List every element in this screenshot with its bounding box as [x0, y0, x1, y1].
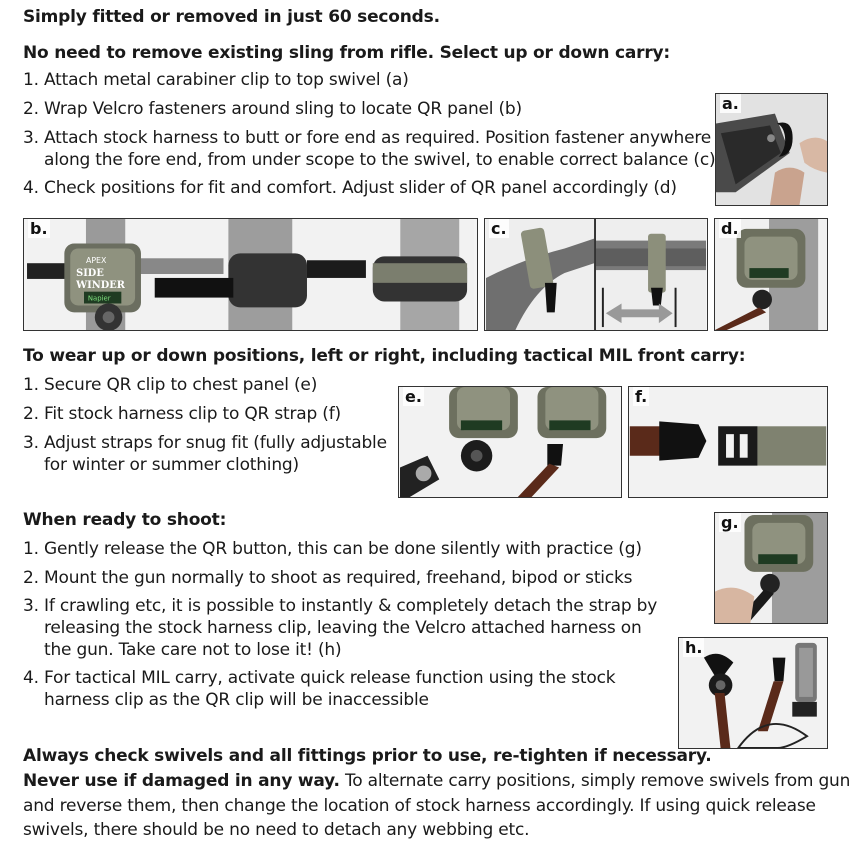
photo-f-buckle-image: [629, 387, 827, 497]
intro-subheading: No need to remove existing sling from rifle. Select up or down carry:: [23, 43, 671, 63]
shoot-step-3-cont-2: the gun. Take care not to lose it! (h): [44, 640, 342, 660]
photo-h: [678, 637, 828, 749]
shoot-heading: When ready to shoot:: [23, 510, 227, 530]
brand-text: APEX: [85, 256, 107, 266]
wear-step-2: 2. Fit stock harness clip to QR strap (f): [23, 404, 341, 424]
shoot-step-3: 3. If crawling etc, it is possible to instantly & completely detach the strap by: [23, 596, 658, 616]
fit-step-4: 4. Check positions for fit and comfort. Adjust slider of QR panel accordingly (d): [23, 178, 677, 198]
footer-line-2-rest: To alternate carry positions, simply remove swivels from gun: [339, 771, 850, 791]
photo-g: [714, 512, 828, 624]
name-top-text: SIDE: [76, 267, 104, 279]
photo-d-label: d.: [721, 219, 739, 238]
fit-step-1: 1. Attach metal carabiner clip to top swivel (a): [23, 70, 409, 90]
fit-step-3: 3. Attach stock harness to butt or fore end as required. Position fastener anywhere: [23, 128, 712, 148]
intro-heading: Simply fitted or removed in just 60 seconds.: [23, 7, 440, 27]
footer-line-3: and reverse them, then change the location of stock harness accordingly. If using quick release: [23, 796, 816, 816]
shoot-step-4: 4. For tactical MIL carry, activate quick release function using the stock: [23, 668, 616, 688]
shoot-step-1: 1. Gently release the QR button, this can be done silently with practice (g): [23, 539, 642, 559]
fit-step-3-cont: along the fore end, from under scope to the swivel, to enable correct balance (c): [44, 150, 716, 170]
wear-step-3: 3. Adjust straps for snug fit (fully adjustable: [23, 433, 387, 453]
photo-f: [628, 386, 828, 498]
footer-warning-2: Never use if damaged in any way.: [23, 771, 340, 791]
photo-b-sling-panel-image: [24, 219, 477, 330]
photo-e-qr-clip-image: [399, 387, 621, 497]
photo-a: [715, 93, 828, 206]
photo-c: [484, 218, 708, 331]
wear-step-1: 1. Secure QR clip to chest panel (e): [23, 375, 318, 395]
fit-step-2: 2. Wrap Velcro fasteners around sling to locate QR panel (b): [23, 99, 522, 119]
maker-text: Napier: [87, 294, 111, 303]
photo-h-label: h.: [685, 638, 703, 657]
photo-e: [398, 386, 622, 498]
name-bottom-text: WINDER: [76, 279, 125, 291]
photo-d: [714, 218, 828, 331]
shoot-step-2: 2. Mount the gun normally to shoot as required, freehand, bipod or sticks: [23, 568, 633, 588]
wear-heading: To wear up or down positions, left or right, including tactical MIL front carry:: [23, 346, 746, 366]
photo-c-stock-harness-image: [485, 219, 707, 330]
photo-g-label: g.: [721, 513, 739, 532]
photo-c-label: c.: [491, 219, 507, 238]
photo-b: [23, 218, 478, 331]
photo-b-label: b.: [30, 219, 48, 238]
photo-f-label: f.: [635, 387, 648, 406]
wear-step-3-cont: for winter or summer clothing): [44, 455, 299, 475]
shoot-step-3-cont-1: releasing the stock harness clip, leaving the Velcro attached harness on: [44, 618, 642, 638]
footer-line-2: [23, 770, 850, 792]
shoot-step-4-cont: harness clip as the QR clip will be inaccessible: [44, 690, 429, 710]
footer-warning-1: Always check swivels and all fittings prior to use, re-tighten if necessary.: [23, 746, 712, 766]
photo-a-label: a.: [722, 94, 739, 113]
photo-e-label: e.: [405, 387, 422, 406]
footer-line-4: swivels, there should be no need to detach any webbing etc.: [23, 820, 530, 840]
